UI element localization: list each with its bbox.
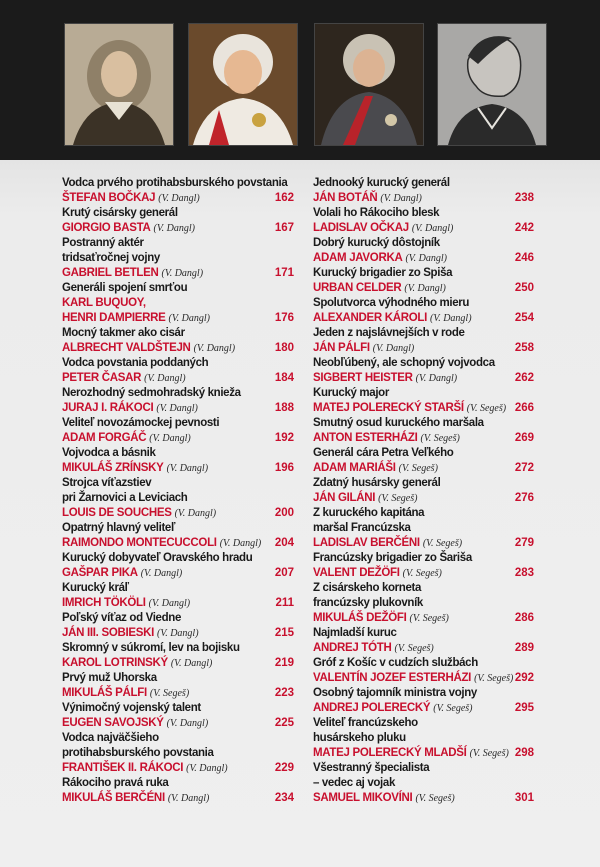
toc-entry-author: (V. Dangl) (380, 193, 422, 204)
toc-entry (62, 296, 294, 311)
toc-entry-page-number: 180 (274, 342, 294, 354)
toc-entry-author: (V. Segeš) (402, 568, 442, 579)
toc-description-text: maršal Francúzska (313, 522, 411, 534)
toc-entry-page-number: 262 (514, 372, 534, 384)
toc-entry-name: ADAM MARIÁŠI (313, 462, 396, 474)
toc-description (313, 716, 534, 731)
toc-entry (313, 341, 534, 356)
toc-entry (62, 311, 294, 326)
toc-entry-page-number: 238 (514, 192, 534, 204)
toc-entry-author: (V. Segeš) (415, 793, 455, 804)
toc-entry (62, 401, 294, 416)
toc-entry-page-number: 234 (274, 792, 294, 804)
toc-entry-page-number: 200 (274, 507, 294, 519)
toc-entry (313, 461, 534, 476)
toc-description-text: Volali ho Rákociho blesk (313, 207, 440, 219)
toc-description (62, 521, 294, 536)
toc-description-text: Veliteľ francúzskeho (313, 717, 418, 729)
toc-description (313, 416, 534, 431)
toc-entry-page-number: 292 (514, 672, 534, 684)
toc-description-text: francúzsky plukovník (313, 597, 423, 609)
toc-entry-name: JÁN GILÁNI (313, 492, 376, 504)
portrait-noble-wig-icon (64, 23, 174, 146)
toc-description-text: Z kuruckého kapitána (313, 507, 425, 519)
toc-description (62, 416, 294, 431)
toc-entry-author: (V. Dangl) (219, 538, 262, 549)
toc-entry (313, 566, 534, 581)
toc-entry-name: SIGBERT HEISTER (313, 372, 413, 384)
toc-description (313, 386, 534, 401)
toc-entry-page-number: 254 (514, 312, 534, 324)
toc-entry-name: ADAM JAVORKA (313, 252, 403, 264)
toc-entry (313, 641, 534, 656)
toc-entry-name: MIKULÁŠ BERČÉNI (62, 792, 165, 804)
toc-entry-page-number: 225 (274, 717, 294, 729)
toc-description (313, 266, 534, 281)
toc-entry-name: ADAM FORGÁČ (62, 432, 147, 444)
toc-description-text: pri Žarnovici a Leviciach (62, 492, 188, 504)
toc-description (62, 206, 294, 221)
toc-description (62, 326, 294, 341)
toc-description-text: Prvý muž Uhorska (62, 672, 157, 684)
toc-entry (313, 281, 534, 296)
toc-description (313, 356, 534, 371)
toc-entry (313, 701, 534, 716)
toc-entry-author: (V. Dangl) (158, 193, 200, 204)
toc-description-text: husárskeho pluku (313, 732, 406, 744)
toc-entry (313, 221, 534, 236)
toc-description-text: Všestranný špecialista (313, 762, 430, 774)
toc-description-text: Rákociho pravá ruka (62, 777, 169, 789)
toc-entry-page-number: 204 (274, 537, 294, 549)
toc-entry-page-number: 162 (274, 192, 294, 204)
toc-entry-page-number: 276 (514, 492, 534, 504)
toc-entry-name: MATEJ POLERECKÝ MLADŠÍ (313, 747, 467, 759)
toc-entry-name: IMRICH TÖKÖLI (62, 597, 146, 609)
toc-description-text: Vodca povstania poddaných (62, 357, 209, 369)
toc-entry-author: (V. Segeš) (149, 688, 190, 699)
toc-entry-page-number: 266 (514, 402, 534, 414)
toc-entry-author: (V. Segeš) (422, 538, 463, 549)
toc-entry-author: (V. Segeš) (378, 493, 418, 504)
toc-entry (313, 401, 534, 416)
toc-description (313, 326, 534, 341)
toc-entry-name: VALENT DEŽÖFI (313, 567, 400, 579)
toc-entry (313, 491, 534, 506)
toc-entry-author: (V. Dangl) (411, 223, 454, 234)
toc-entry (313, 191, 534, 206)
toc-entry-name: ALBRECHT VALDŠTEJN (62, 342, 191, 354)
toc-description (313, 506, 534, 521)
toc-description (313, 176, 534, 191)
toc-description-text: protihabsburského povstania (62, 747, 214, 759)
toc-description (62, 281, 294, 296)
toc-description-text: Gróf z Košíc v cudzích službách (313, 657, 478, 669)
toc-description (62, 356, 294, 371)
toc-entry (62, 221, 294, 236)
toc-entry-author: (V. Segeš) (420, 433, 460, 444)
toc-entry-author: (V. Segeš) (409, 613, 449, 624)
toc-entry-author: (V. Dangl) (156, 403, 198, 414)
toc-entry (313, 371, 534, 386)
toc-description-text: Smutný osud kuruckého maršala (313, 417, 484, 429)
toc-description-text: Kurucký brigadier zo Spiša (313, 267, 453, 279)
toc-description (313, 476, 534, 491)
toc-entry-author: (V. Dangl) (144, 373, 186, 384)
toc-entry-author: (V. Segeš) (469, 748, 509, 759)
toc-entry (62, 716, 294, 731)
toc-entry-author: (V. Segeš) (466, 403, 507, 414)
toc-description-text: Strojca víťazstiev (62, 477, 152, 489)
toc-entry (62, 266, 294, 281)
toc-entry-page-number: 295 (514, 702, 534, 714)
toc-entry-author: (V. Segeš) (474, 673, 514, 684)
toc-entry (62, 566, 294, 581)
toc-description-text: Neobľúbený, ale schopný vojvodca (313, 357, 495, 369)
toc-description (62, 551, 294, 566)
toc-entry-author: (V. Dangl) (167, 793, 210, 804)
toc-entry-name: ANTON ESTERHÁZI (313, 432, 418, 444)
toc-entry-author: (V. Dangl) (166, 718, 209, 729)
toc-entry-name: GAŠPAR PIKA (62, 567, 138, 579)
toc-description-text: – vedec aj vojak (313, 777, 395, 789)
toc-entry-name: KARL BUQUOY, (62, 297, 146, 309)
toc-description-text: Generál cára Petra Veľkého (313, 447, 454, 459)
toc-entry-name: SAMUEL MIKOVÍNI (313, 792, 413, 804)
toc-description (62, 731, 294, 746)
toc-entry-name: LADISLAV BERČÉNI (313, 537, 420, 549)
toc-description-text: Z cisárskeho korneta (313, 582, 422, 594)
toc-entry (62, 431, 294, 446)
toc-description (313, 521, 534, 536)
toc-entry-page-number: 242 (514, 222, 534, 234)
toc-entry (313, 746, 534, 761)
toc-entry-name: RAIMONDO MONTECUCCOLI (62, 537, 217, 549)
toc-entry-name: MIKULÁŠ PÁLFI (62, 687, 147, 699)
toc-description-text: Kurucký major (313, 387, 389, 399)
toc-description (62, 746, 294, 761)
toc-description-text: Vodca prvého protihabsburského povstania (62, 177, 288, 189)
toc-description-text: Zdatný husársky generál (313, 477, 441, 489)
toc-description (62, 236, 294, 251)
toc-entry (62, 761, 294, 776)
toc-column-right (313, 176, 534, 806)
toc-description-text: tridsaťročnej vojny (62, 252, 160, 264)
toc-description (313, 581, 534, 596)
toc-entry-name: ANDREJ POLERECKÝ (313, 702, 431, 714)
toc-entry (62, 791, 294, 806)
toc-description (62, 491, 294, 506)
toc-entry-name: URBAN CELDER (313, 282, 402, 294)
toc-description-text: Najmladší kuruc (313, 627, 397, 639)
toc-entry-author: (V. Dangl) (168, 313, 210, 324)
toc-description (313, 686, 534, 701)
toc-entry-page-number: 219 (274, 657, 294, 669)
toc-description (313, 206, 534, 221)
toc-entry-page-number: 188 (274, 402, 294, 414)
toc-description (62, 581, 294, 596)
toc-description (62, 176, 294, 191)
toc-description (62, 476, 294, 491)
toc-description-text: Krutý cisársky generál (62, 207, 178, 219)
toc-description-text: Veliteľ novozámockej pevnosti (62, 417, 220, 429)
toc-entry-page-number: 289 (514, 642, 534, 654)
toc-entry-name: MATEJ POLERECKÝ STARŠÍ (313, 402, 464, 414)
toc-entry (62, 626, 294, 641)
toc-entry-author: (V. Dangl) (174, 508, 217, 519)
toc-entry-author: (V. Segeš) (394, 643, 434, 654)
toc-description-text: Nerozhodný sedmohradský knieža (62, 387, 241, 399)
toc-description-text: Jeden z najslávnejších v rode (313, 327, 465, 339)
toc-entry-page-number: 283 (514, 567, 534, 579)
toc-description (313, 236, 534, 251)
toc-entry-name: JÁN PÁLFI (313, 342, 370, 354)
toc-entry-name: GABRIEL BETLEN (62, 267, 159, 279)
toc-entry-page-number: 301 (514, 792, 534, 804)
toc-description-text: Poľský víťaz od Viedne (62, 612, 181, 624)
toc-description (313, 731, 534, 746)
toc-column-left (62, 176, 294, 806)
toc-entry-author: (V. Dangl) (415, 373, 458, 384)
portrait-banner (0, 0, 600, 160)
toc-entry-name: LOUIS DE SOUCHES (62, 507, 172, 519)
toc-entry-name: ANDREJ TÓTH (313, 642, 392, 654)
toc-entry (62, 506, 294, 521)
toc-entry (313, 311, 534, 326)
toc-entry (62, 536, 294, 551)
toc-entry-author: (V. Dangl) (404, 283, 446, 294)
toc-description-text: Kurucký kráľ (62, 582, 129, 594)
toc-entry-author: (V. Dangl) (170, 658, 213, 669)
toc-entry-name: MIKULÁŠ DEŽÖFI (313, 612, 407, 624)
toc-entry-name: JÁN III. SOBIESKI (62, 627, 155, 639)
toc-description-text: Postranný aktér (62, 237, 144, 249)
toc-entry-page-number: 298 (514, 747, 534, 759)
toc-entry-page-number: 196 (274, 462, 294, 474)
toc-entry-name: KAROL LOTRINSKÝ (62, 657, 168, 669)
toc-description (313, 761, 534, 776)
toc-entry (62, 341, 294, 356)
toc-description-text: Jednooký kurucký generál (313, 177, 450, 189)
toc-entry-author: (V. Dangl) (149, 433, 191, 444)
toc-entry-page-number: 258 (514, 342, 534, 354)
toc-description (62, 641, 294, 656)
toc-entry-page-number: 223 (274, 687, 294, 699)
toc-description-text: Kurucký dobyvateľ Oravského hradu (62, 552, 253, 564)
toc-description (62, 611, 294, 626)
toc-entry-page-number: 250 (514, 282, 534, 294)
toc-entry (313, 611, 534, 626)
toc-entry-author: (V. Dangl) (157, 628, 199, 639)
toc-entry-page-number: 246 (514, 252, 534, 264)
toc-entry (62, 686, 294, 701)
toc-description-text: Dobrý kurucký dôstojník (313, 237, 440, 249)
toc-description-text: Osobný tajomník ministra vojny (313, 687, 477, 699)
toc-description (62, 776, 294, 791)
toc-entry-author: (V. Dangl) (148, 598, 191, 609)
toc-entry (313, 791, 534, 806)
toc-entry (313, 536, 534, 551)
toc-entry (313, 671, 534, 686)
toc-entry-name: GIORGIO BASTA (62, 222, 151, 234)
toc-description (62, 671, 294, 686)
toc-entry-name: FRANTIŠEK II. RÁKOCI (62, 762, 184, 774)
toc-entry-page-number: 211 (275, 597, 294, 609)
toc-entry (62, 191, 294, 206)
toc-description (313, 551, 534, 566)
toc-entry (62, 461, 294, 476)
toc-entry-author: (V. Dangl) (372, 343, 415, 354)
toc-entry-name: ALEXANDER KÁROLI (313, 312, 428, 324)
toc-description-text: Francúzsky brigadier zo Šariša (313, 552, 472, 564)
toc-entry-author: (V. Dangl) (405, 253, 447, 264)
toc-description (313, 296, 534, 311)
toc-entry (62, 371, 294, 386)
toc-entry-page-number: 215 (274, 627, 294, 639)
toc-description-text: Generáli spojení smrťou (62, 282, 188, 294)
toc-description-text: Vodca najväčšieho (62, 732, 159, 744)
portrait-general-powdered-wig-icon (188, 23, 298, 146)
toc-description-text: Skromný v súkromí, lev na bojisku (62, 642, 240, 654)
toc-entry-name: ŠTEFAN BOČKAJ (62, 192, 156, 204)
toc-entry-page-number: 279 (514, 537, 534, 549)
toc-entry-name: LADISLAV OČKAJ (313, 222, 409, 234)
toc-entry-author: (V. Segeš) (433, 703, 473, 714)
toc-entry-author: (V. Dangl) (430, 313, 472, 324)
toc-description (313, 596, 534, 611)
toc-entry-name: MIKULÁŠ ZRÍNSKY (62, 462, 164, 474)
toc-description (313, 776, 534, 791)
toc-entry (313, 431, 534, 446)
toc-entry-name: EUGEN SAVOJSKÝ (62, 717, 164, 729)
toc-entry (62, 656, 294, 671)
toc-entry (62, 596, 294, 611)
toc-description-text: Opatrný hlavný veliteľ (62, 522, 176, 534)
toc-entry-page-number: 167 (274, 222, 294, 234)
toc-description-text: Spolutvorca výhodného mieru (313, 297, 470, 309)
toc-entry-name: JÁN BOTÁŇ (313, 192, 378, 204)
toc-entry-page-number: 269 (514, 432, 534, 444)
toc-entry-page-number: 272 (514, 462, 534, 474)
portrait-hussar-sketch-icon (437, 23, 547, 146)
toc-description-text: Mocný takmer ako cisár (62, 327, 185, 339)
toc-description-text: Vojvodca a básnik (62, 447, 156, 459)
toc-description (62, 251, 294, 266)
toc-entry (313, 251, 534, 266)
toc-entry-page-number: 184 (274, 372, 294, 384)
toc-entry-author: (V. Dangl) (140, 568, 183, 579)
toc-description (313, 626, 534, 641)
toc-entry-author: (V. Dangl) (166, 463, 209, 474)
toc-entry-name: JURAJ I. RÁKOCI (62, 402, 154, 414)
toc-description (313, 446, 534, 461)
toc-entry-page-number: 176 (274, 312, 294, 324)
toc-entry-author: (V. Dangl) (153, 223, 196, 234)
toc-entry-author: (V. Dangl) (193, 343, 236, 354)
toc-entry-page-number: 229 (274, 762, 294, 774)
toc-description (62, 446, 294, 461)
toc-description (62, 701, 294, 716)
toc-description (62, 386, 294, 401)
toc-entry-name: VALENTÍN JOZEF ESTERHÁZI (313, 672, 472, 684)
portrait-officer-armor-icon (314, 23, 424, 146)
toc-entry-page-number: 207 (274, 567, 294, 579)
toc-entry-author: (V. Segeš) (398, 463, 438, 474)
toc-entry-name: HENRI DAMPIERRE (62, 312, 166, 324)
toc-description-text: Výnimočný vojenský talent (62, 702, 201, 714)
toc-entry-page-number: 171 (274, 267, 294, 279)
toc-description (313, 656, 534, 671)
toc-entry-name: PETER ČASAR (62, 372, 142, 384)
toc-entry-page-number: 286 (514, 612, 534, 624)
toc-entry-author: (V. Dangl) (161, 268, 204, 279)
toc-entry-page-number: 192 (274, 432, 294, 444)
toc-entry-author: (V. Dangl) (186, 763, 228, 774)
